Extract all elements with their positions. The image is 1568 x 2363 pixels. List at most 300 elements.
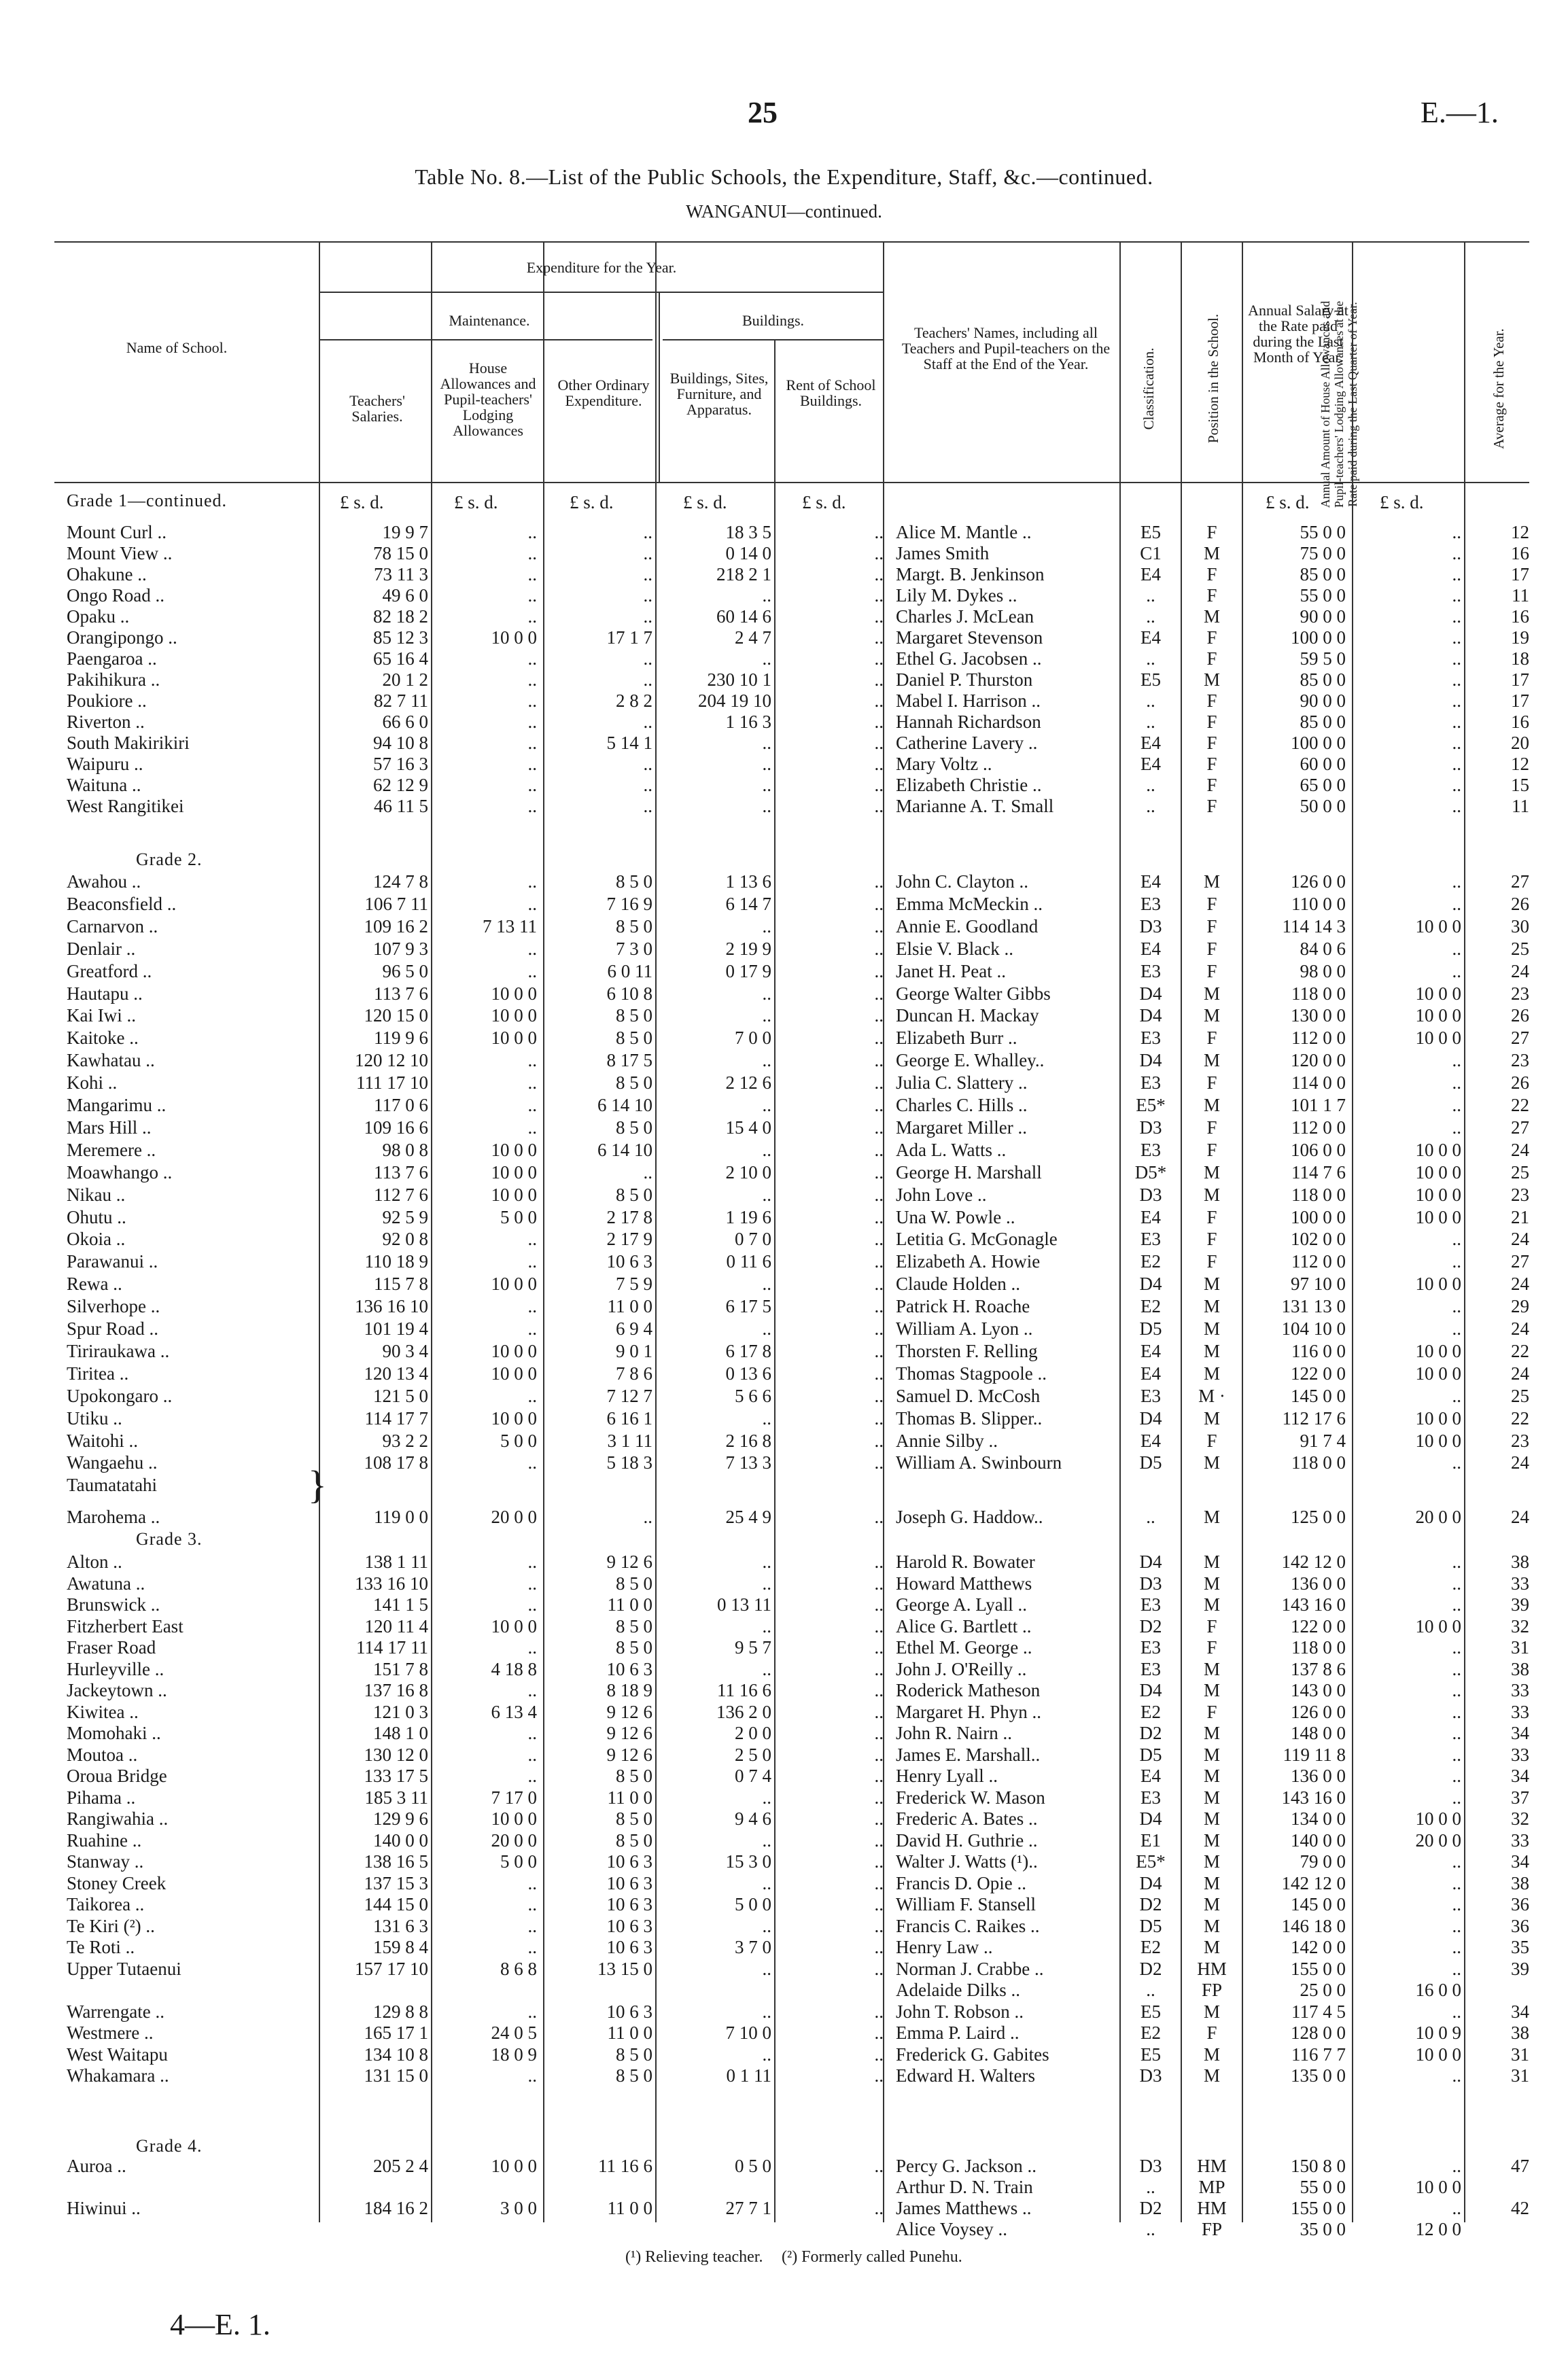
cell-avg: 24 [1511,1229,1529,1250]
cell-teach: 92 0 8 [382,1229,428,1250]
table-row [0,1873,1568,1894]
cell-other: 5 18 3 [606,1452,652,1473]
cell-bld: 15 3 0 [725,1851,771,1872]
cell-pos: F [1206,1430,1217,1451]
cell-class: E5 [1140,522,1161,542]
cell-bld: .. [762,1787,771,1808]
cell-other: 10 6 3 [606,1851,652,1872]
cell-sal: 146 18 0 [1281,1915,1346,1936]
cell-bld: .. [762,2001,771,2022]
cell-class: .. [1146,2219,1155,2239]
cell-teach: 114 17 7 [364,1407,428,1429]
school-name: Waipuru .. [67,754,143,774]
cell-allow: 10 0 0 [1415,1615,1461,1636]
cell-avg: 32 [1511,1615,1529,1636]
table-row [0,2001,1568,2023]
cell-house: 10 0 0 [491,1615,537,1636]
cell-pos: M [1203,1723,1220,1743]
cell-other: 6 0 11 [607,960,652,981]
cell-allow: .. [1452,1385,1461,1406]
cell-house: 10 0 0 [491,1028,537,1049]
cell-allow: .. [1452,1787,1461,1808]
cell-class: E4 [1140,627,1161,648]
school-name: Ruahine .. [67,1830,142,1851]
cell-class: E4 [1140,871,1161,892]
school-name: Pakihikura .. [67,669,160,690]
cell-rent: .. [874,1072,884,1093]
cell-other: 8 5 0 [616,1766,652,1786]
cell-class: .. [1146,796,1155,816]
cell-class: D5 [1139,1452,1162,1473]
cell-house: .. [527,1637,537,1658]
cell-avg: 23 [1511,1050,1529,1071]
cell-allow: .. [1452,1851,1461,1872]
cell-teacher: William F. Stansell [896,1894,1036,1914]
cell-sal: 116 7 7 [1291,2044,1346,2065]
table-row [0,2023,1568,2044]
cell-class: .. [1146,1980,1155,2000]
cell-bld: 0 7 0 [735,1229,771,1250]
header-buildings-group: Buildings. [742,312,805,329]
cell-house: 20 0 0 [491,1830,537,1851]
cell-rent: .. [874,796,884,816]
cell-allow: .. [1452,1658,1461,1679]
cell-pos: M [1203,1744,1220,1765]
cell-class: E3 [1140,1787,1161,1808]
cell-bld: .. [762,1050,771,1071]
cell-allow: .. [1452,543,1461,563]
cell-bld: 2 5 0 [735,1744,771,1765]
cell-teach: 129 8 8 [373,2001,428,2022]
cell-allow: .. [1452,938,1461,959]
cell-rent: .. [874,1958,884,1979]
cell-house: .. [527,1573,537,1594]
cell-bld: 2 0 0 [735,1723,771,1743]
table-row [0,543,1568,564]
cell-teach: 19 9 7 [382,522,428,542]
cell-pos: F [1206,1028,1217,1049]
cell-bld: 2 10 0 [725,1161,771,1183]
cell-avg: 25 [1511,1385,1529,1406]
school-name: Fitzherbert East [67,1615,184,1636]
cell-rent: .. [874,1050,884,1071]
cell-house: .. [527,712,537,732]
school-name: Alton .. [67,1552,122,1572]
cell-teacher: Ethel M. George .. [896,1637,1032,1658]
cell-pos: F [1206,1139,1217,1160]
cell-allow: 10 0 9 [1415,2023,1461,2043]
cell-allow: .. [1452,1594,1461,1615]
cell-sal: 118 0 0 [1291,983,1346,1004]
cell-pos: M [1203,1594,1220,1615]
cell-allow: 10 0 0 [1415,1139,1461,1160]
cell-other: 11 16 6 [598,2156,652,2176]
cell-sal: 100 0 0 [1291,1206,1346,1227]
cell-teacher: George H. Marshall [896,1161,1042,1183]
cell-other: 13 15 0 [597,1958,652,1979]
cell-allow: .. [1452,1958,1461,1979]
school-name: Nikau .. [67,1184,126,1205]
cell-rent: .. [874,1637,884,1658]
cell-other: .. [643,1507,652,1528]
cell-teacher: Elizabeth A. Howie [896,1251,1041,1272]
table-row [0,712,1568,733]
cell-sal: 122 0 0 [1291,1363,1346,1384]
cell-house: .. [527,1744,537,1765]
cell-allow: .. [1452,1637,1461,1658]
grade-heading: Grade 3. [136,1529,203,1549]
cell-allow: .. [1452,669,1461,690]
cell-pos: F [1206,754,1217,774]
cell-allow: .. [1452,1072,1461,1093]
cell-pos: F [1206,960,1217,981]
cell-rent: .. [874,754,884,774]
cell-avg: 17 [1511,669,1529,690]
cell-teach: 62 12 9 [373,775,428,795]
table-row [0,1702,1568,1723]
cell-allow: .. [1452,960,1461,981]
cell-pos: M [1203,1363,1220,1384]
cell-other: 8 5 0 [616,1184,652,1205]
cell-class: .. [1146,775,1155,795]
cell-sal: 150 8 0 [1291,2156,1346,2176]
cell-teach: 113 7 6 [374,1161,428,1183]
cell-teacher: Alice Voysey .. [896,2219,1007,2239]
cell-other: .. [643,648,652,669]
cell-allow: .. [1452,796,1461,816]
cell-class: E3 [1140,1637,1161,1658]
cell-class: .. [1146,2177,1155,2197]
cell-teach: 93 2 2 [382,1430,428,1451]
table-row [0,961,1568,982]
table-row [0,1140,1568,1161]
cell-other: 9 12 6 [606,1701,652,1722]
cell-pos: M [1203,1296,1220,1317]
cell-bld: .. [762,2044,771,2065]
cell-teacher: John T. Robson .. [896,2001,1024,2022]
cell-rent: .. [874,564,884,584]
cell-bld: .. [762,1184,771,1205]
cell-other: 10 6 3 [606,1251,652,1272]
cell-allow: .. [1452,754,1461,774]
cell-class: D3 [1139,2065,1162,2086]
cell-other: .. [643,669,652,690]
cell-teach: 134 10 8 [364,2044,428,2065]
cell-class: E4 [1140,1430,1161,1451]
cell-teach: 107 9 3 [373,938,428,959]
cell-bld: 7 10 0 [725,2023,771,2043]
table-row [0,1475,1568,1496]
cell-teacher: Patrick H. Roache [896,1296,1030,1317]
cell-rent: .. [874,2065,884,2086]
cell-house: .. [527,1072,537,1093]
cell-avg: 17 [1511,690,1529,711]
cell-teach: 131 15 0 [364,2065,428,2086]
cell-house: .. [527,733,537,753]
header-expenditure: Expenditure for the Year. [526,259,677,276]
cell-pos: F [1206,938,1217,959]
table-row [0,1117,1568,1138]
school-name: Wangaehu .. [67,1452,158,1473]
cell-teach: 120 15 0 [364,1005,428,1026]
cell-other: 8 18 9 [606,1680,652,1700]
cell-class: E5 [1140,669,1161,690]
units-rent: £ s. d. [802,492,846,512]
school-name: Okoia .. [67,1229,126,1250]
cell-house: 10 0 0 [491,2156,537,2176]
school-name: Rewa .. [67,1274,122,1295]
cell-bld: .. [762,648,771,669]
cell-pos: M [1203,1318,1220,1339]
cell-bld: 1 19 6 [725,1206,771,1227]
cell-class: D2 [1139,1615,1162,1636]
cell-rent: .. [874,712,884,732]
cell-pos: F [1206,796,1217,816]
table-row [0,2198,1568,2219]
cell-avg: 33 [1511,1573,1529,1594]
cell-bld: 0 13 11 [717,1594,771,1615]
units-teach: £ s. d. [340,492,384,512]
school-name: Kaitoke .. [67,1028,139,1049]
cell-avg: 39 [1511,1958,1529,1979]
cell-other: 11 0 0 [607,2198,652,2218]
cell-allow: .. [1452,1117,1461,1138]
cell-avg: 33 [1511,1701,1529,1722]
cell-class: D4 [1139,983,1162,1004]
cell-avg: 24 [1511,1274,1529,1295]
cell-teacher: Harold R. Bowater [896,1552,1035,1572]
cell-sal: 100 0 0 [1291,733,1346,753]
cell-teach: 106 7 11 [364,893,428,914]
cell-bld: .. [762,1005,771,1026]
cell-pos: M [1203,1851,1220,1872]
table-row [0,606,1568,627]
cell-allow: 20 0 0 [1415,1830,1461,1851]
school-name: West Waitapu [67,2044,168,2065]
table-row [0,1386,1568,1407]
cell-teach: 96 5 0 [382,960,428,981]
cell-rent: .. [874,1552,884,1572]
school-name: Parawanui .. [67,1251,158,1272]
cell-house: 3 0 0 [500,2198,537,2218]
cell-pos: M [1203,2065,1220,2086]
school-name: Stoney Creek [67,1872,167,1893]
cell-sal: 112 17 6 [1282,1407,1346,1429]
school-name: Greatford .. [67,960,152,981]
cell-sal: 65 0 0 [1300,775,1346,795]
table-row [0,1894,1568,1915]
cell-allow: .. [1452,690,1461,711]
cell-sal: 91 7 4 [1300,1430,1346,1451]
cell-pos: FP [1201,1980,1223,2000]
cell-class: D2 [1139,1723,1162,1743]
cell-allow: 10 0 0 [1415,1430,1461,1451]
cell-other: 9 12 6 [606,1744,652,1765]
cell-sal: 143 16 0 [1281,1594,1346,1615]
cell-pos: F [1206,1229,1217,1250]
cell-class: D2 [1139,1958,1162,1979]
cell-teacher: Letitia G. McGonagle [896,1229,1058,1250]
units-sal: £ s. d. [1266,492,1310,512]
cell-other: 6 14 10 [597,1139,652,1160]
cell-other: 7 16 9 [606,893,652,914]
table-row [0,1959,1568,1980]
cell-class: E4 [1140,733,1161,753]
footnote-2: (²) Formerly called Punehu. [782,2248,962,2266]
table-row [0,1207,1568,1228]
table-row [0,1363,1568,1384]
cell-class: E5 [1140,2044,1161,2065]
cell-allow: .. [1452,1915,1461,1936]
cell-allow: .. [1452,1095,1461,1115]
cell-house: .. [527,1318,537,1339]
cell-avg: 38 [1511,1872,1529,1893]
school-name: Mars Hill .. [67,1117,152,1138]
table-row [0,1573,1568,1594]
cell-bld: .. [762,1139,771,1160]
cell-pos: M [1203,1184,1220,1205]
cell-sal: 155 0 0 [1291,1958,1346,1979]
cell-avg: 32 [1511,1808,1529,1829]
table-row [0,2065,1568,2086]
cell-allow: .. [1452,1701,1461,1722]
school-name: Opaku .. [67,606,130,627]
cell-class: D4 [1139,1552,1162,1572]
cell-bld: 0 11 6 [726,1251,771,1272]
cell-house: .. [527,1296,537,1317]
cell-teacher: Elizabeth Burr .. [896,1028,1017,1049]
cell-bld: 11 16 6 [717,1680,771,1700]
school-name: Taikorea .. [67,1894,145,1914]
cell-allow: .. [1452,2198,1461,2218]
cell-other: 10 6 3 [606,1937,652,1957]
units-allow: £ s. d. [1380,492,1424,512]
cell-pos: M [1203,1787,1220,1808]
cell-pos: M [1203,543,1220,563]
cell-other: 8 17 5 [606,1050,652,1071]
cell-bld: 0 5 0 [735,2156,771,2176]
school-name: South Makirikiri [67,733,190,753]
cell-other: 6 14 10 [597,1095,652,1115]
cell-teach: 112 7 6 [374,1184,428,1205]
cell-class: E2 [1140,1937,1161,1957]
cell-avg: 18 [1511,648,1529,669]
cell-rent: .. [874,2198,884,2218]
cell-teacher: Francis C. Raikes .. [896,1915,1040,1936]
cell-other: 8 5 0 [616,1005,652,1026]
cell-allow: .. [1452,1872,1461,1893]
school-name: Te Kiri (²) .. [67,1915,155,1936]
header-house-allowances: House Allowances and Pupil-teachers' Lodging Allowances [440,360,536,439]
cell-rent: .. [874,1318,884,1339]
cell-avg: 31 [1511,2044,1529,2065]
cell-rent: .. [874,627,884,648]
cell-teacher: Thomas B. Slipper.. [896,1407,1043,1429]
cell-pos: M [1203,1937,1220,1957]
cell-teacher: Arthur D. N. Train [896,2177,1033,2197]
table-row [0,733,1568,754]
cell-class: E2 [1140,1251,1161,1272]
cell-teacher: Marianne A. T. Small [896,796,1054,816]
cell-pos: M [1203,1095,1220,1115]
cell-house: .. [527,1552,537,1572]
cell-teach: 148 1 0 [373,1723,428,1743]
cell-bld: 204 19 10 [698,690,771,711]
cell-teach: 20 1 2 [382,669,428,690]
cell-sal: 131 13 0 [1281,1296,1346,1317]
cell-allow: .. [1452,712,1461,732]
cell-teacher: Charles J. McLean [896,606,1034,627]
cell-pos: F [1206,893,1217,914]
cell-teach: 113 7 6 [374,983,428,1004]
cell-allow: .. [1452,2156,1461,2176]
cell-teach: 109 16 2 [364,915,428,937]
table-row [0,1616,1568,1637]
cell-rent: .. [874,1680,884,1700]
cell-sal: 114 14 3 [1282,915,1346,937]
cell-avg: 20 [1511,733,1529,753]
cell-class: E3 [1140,1594,1161,1615]
cell-teacher: Margaret Miller .. [896,1117,1027,1138]
cell-teacher: Elsie V. Black .. [896,938,1013,959]
cell-class: D3 [1139,2156,1162,2176]
cell-allow: .. [1452,1296,1461,1317]
cell-teach: 140 0 0 [373,1830,428,1851]
cell-sal: 122 0 0 [1291,1615,1346,1636]
cell-bld: .. [762,1658,771,1679]
cell-teach: 130 12 0 [364,1744,428,1765]
table-row [0,1766,1568,1787]
cell-bld: 25 4 9 [725,1507,771,1528]
footnote-1: (¹) Relieving teacher. [625,2248,763,2266]
cell-house: .. [527,1117,537,1138]
school-name: Carnarvon .. [67,915,158,937]
table-subtitle: WANGANUI—continued. [686,201,882,222]
cell-other: 8 5 0 [616,2044,652,2065]
school-name: Meremere .. [67,1139,156,1160]
header-position: Position in the School. [1205,313,1221,444]
cell-avg: 38 [1511,1658,1529,1679]
cell-avg: 34 [1511,2001,1529,2022]
header-annual-allowances: Annual Amount of House Allowances and Pupil-teachers' Lodging Allowances at the Rate paid during the Last Quarter of Year. [1319,300,1359,508]
cell-avg: 11 [1512,796,1529,816]
cell-allow: .. [1452,585,1461,606]
cell-avg: 22 [1511,1407,1529,1429]
cell-teach: 121 5 0 [373,1385,428,1406]
cell-bld: .. [762,983,771,1004]
cell-house: .. [527,1723,537,1743]
cell-teach: 94 10 8 [373,733,428,753]
cell-teach: 65 16 4 [373,648,428,669]
cell-bld: .. [762,1830,771,1851]
table-row [0,1808,1568,1830]
cell-class: E4 [1140,938,1161,959]
cell-other: 9 12 6 [606,1723,652,1743]
table-row [0,1851,1568,1872]
cell-sal: 120 0 0 [1291,1050,1346,1071]
cell-sal: 106 0 0 [1291,1139,1346,1160]
cell-teacher: Mabel I. Harrison .. [896,690,1041,711]
cell-other: .. [643,522,652,542]
cell-allow: .. [1452,2001,1461,2022]
table-row [0,754,1568,775]
cell-teach: 49 6 0 [382,585,428,606]
cell-rent: .. [874,1452,884,1473]
cell-pos: HM [1197,2198,1227,2218]
cell-house: 20 0 0 [491,1507,537,1528]
cell-bld: .. [762,1552,771,1572]
cell-allow: .. [1452,564,1461,584]
